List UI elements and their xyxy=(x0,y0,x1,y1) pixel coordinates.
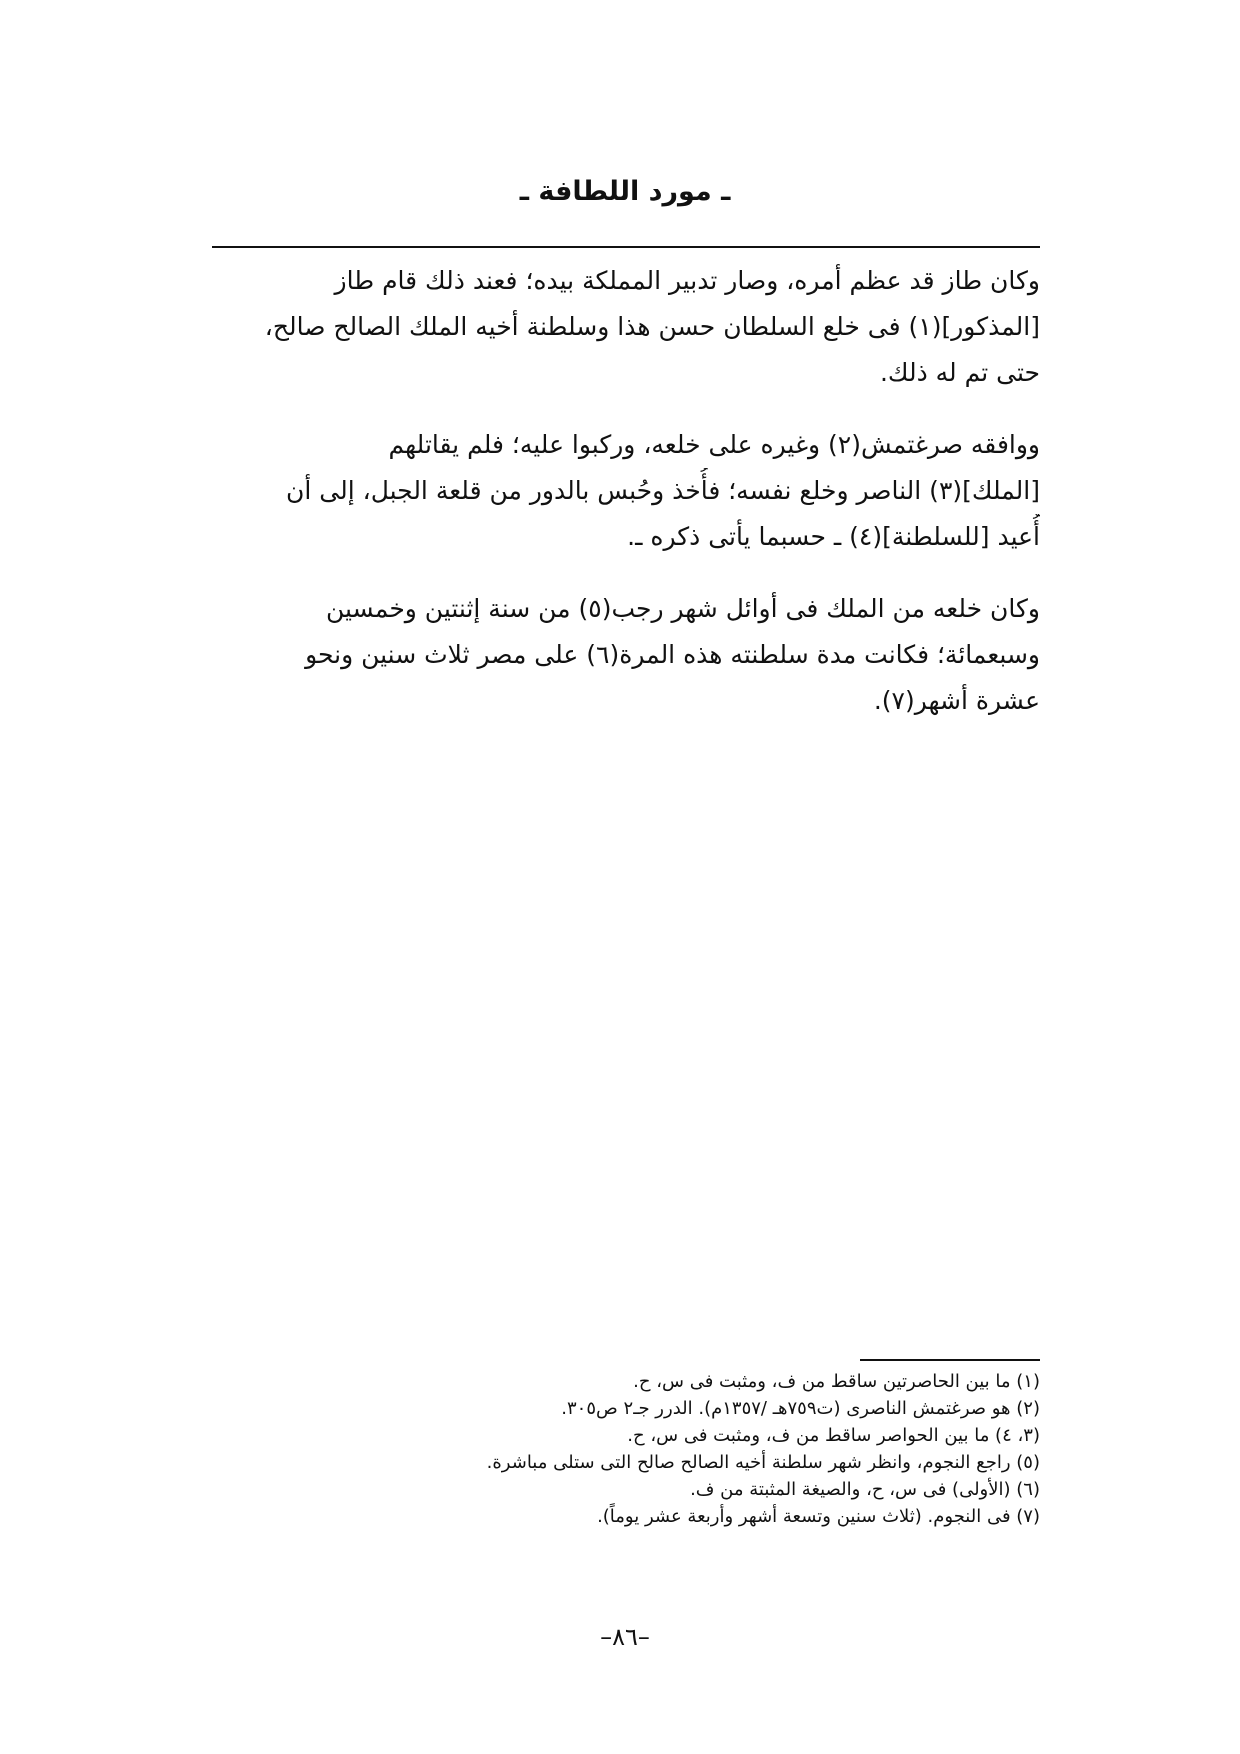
paragraph-3 xyxy=(210,586,1040,724)
main-text xyxy=(210,258,1040,750)
footnote-3-4: (٣، ٤) ما بين الحواصر ساقط من ف، ومثبت فى س، ح. xyxy=(627,1425,1040,1446)
paragraph-line: وكان طاز قد عظم أمره، وصار تدبير المملكة بيده؛ فعند ذلك قام طاز xyxy=(334,266,1040,295)
paragraph-line: [الملك](٣) الناصر وخلع نفسه؛ فأُخذ وحُبس بالدور من قلعة الجبل، إلى أن xyxy=(286,476,1040,505)
running-header-title: ـ مورد اللطافة ـ xyxy=(519,176,731,207)
paragraph-line: حتى تم له ذلك. xyxy=(879,358,1040,387)
footnote-1: (١) ما بين الحاصرتين ساقط من ف، ومثبت فى س، ح. xyxy=(633,1371,1040,1392)
page-number: –٨٦– xyxy=(600,1623,650,1651)
footnotes xyxy=(210,1368,1040,1530)
footnote-6: (٦) (الأولى) فى س، ح، والصيغة المثبتة من ف. xyxy=(690,1479,1040,1500)
paragraph-line: [المذكور](١) فى خلع السلطان حسن هذا وسلطنة أخيه الملك الصالح صالح، xyxy=(264,312,1040,341)
paragraph-1 xyxy=(210,258,1040,396)
paragraph-2 xyxy=(210,422,1040,560)
paragraph-line: وكان خلعه من الملك فى أوائل شهر رجب(٥) من سنة إثنتين وخمسين xyxy=(325,594,1040,623)
paragraph-line: وسبعمائة؛ فكانت مدة سلطنته هذه المرة(٦) على مصر ثلاث سنين ونحو xyxy=(305,640,1040,669)
paragraph-line: ووافقه صرغتمش(٢) وغيره على خلعه، وركبوا عليه؛ فلم يقاتلهم xyxy=(388,430,1040,459)
footnote-5: (٥) راجع النجوم، وانظر شهر سلطنة أخيه الصالح صالح التى ستلى مباشرة. xyxy=(486,1452,1040,1473)
footnote-7: (٧) فى النجوم. (ثلاث سنين وتسعة أشهر وأربعة عشر يوماً). xyxy=(597,1506,1040,1527)
header-divider xyxy=(212,246,1040,248)
footnote-2: (٢) هو صرغتمش الناصرى (ت٧٥٩هـ /١٣٥٧م). الدرر جـ٢ ص٣٠٥. xyxy=(561,1398,1040,1419)
paragraph-line: عشرة أشهر(٧). xyxy=(873,686,1040,715)
footnote-divider xyxy=(860,1359,1040,1361)
paragraph-line: أُعيد [للسلطنة](٤) ـ حسبما يأتى ذكره ـ. xyxy=(627,522,1040,551)
